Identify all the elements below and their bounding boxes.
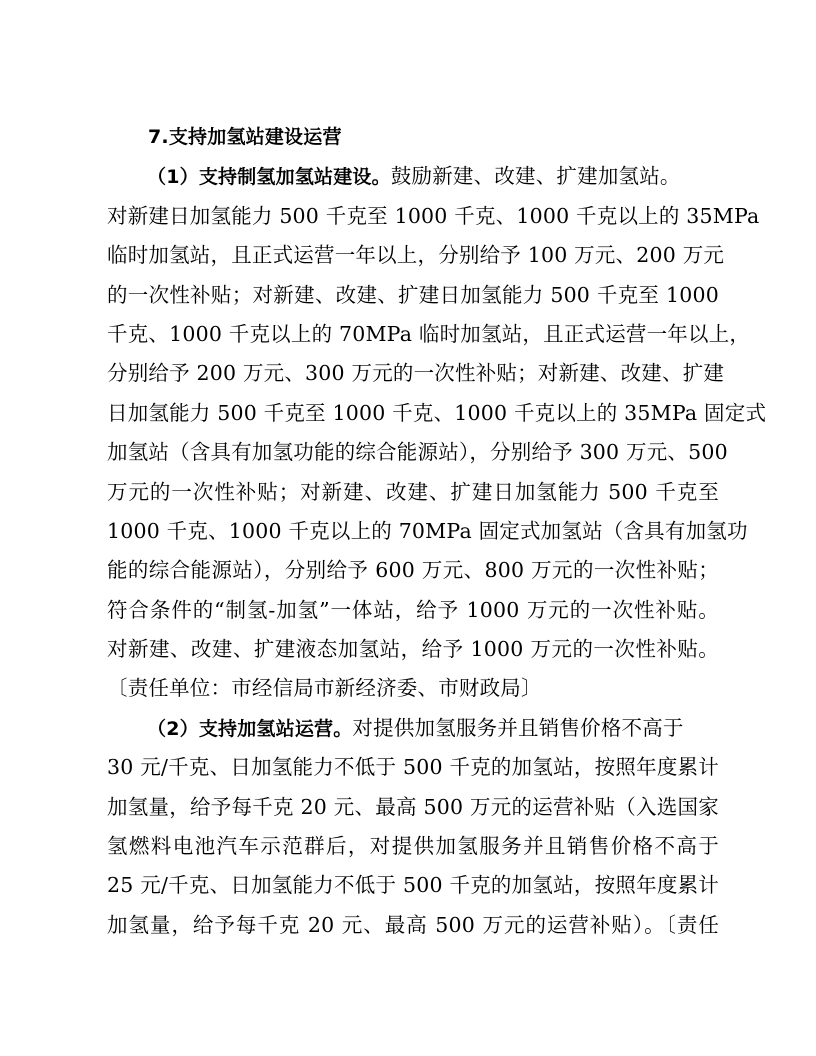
section-title: 7.支持加氢站建设运营: [148, 126, 342, 148]
paragraph-1-line-11: 符合条件的“制氢-加氢”一体站，给予 1000 万元的一次性补贴。: [107, 597, 719, 622]
paragraph-1-line-2: 临时加氢站，且正式运营一年以上，分别给予 100 万元、200 万元: [107, 243, 725, 268]
paragraph-1-first-line: [107, 157, 719, 196]
paragraph-2-line-0: 对提供加氢服务并且销售价格不高于: [352, 715, 684, 740]
paragraph-2-line-5: 加氢量，给予每千克 20 元、最高 500 万元的运营补贴）。〔责任: [107, 912, 719, 937]
paragraph-1-line-13: 〔责任单位：市经信局市新经济委、市财政局〕: [107, 676, 542, 701]
paragraph-1-heading: （1）支持制氢加氢站建设。: [147, 166, 391, 189]
paragraph-2-line-4: 25 元/千克、日加氢能力不低于 500 千克的加氢站，按照年度累计: [107, 873, 719, 898]
paragraph-1-line-8: 万元的一次性补贴；对新建、改建、扩建日加氢能力 500 千克至: [107, 479, 719, 504]
paragraph-1-line-12: 对新建、改建、扩建液态加氢站，给予 1000 万元的一次性补贴。: [107, 637, 719, 662]
paragraph-2-first-line: [107, 709, 719, 748]
paragraph-2-heading: （2）支持加氢站运营。: [147, 717, 353, 740]
paragraph-1-line-10: 能的综合能源站），分别给予 600 万元、800 万元的一次性补贴；: [107, 558, 719, 583]
paragraph-1-line-0: 鼓励新建、改建、扩建加氢站。: [390, 164, 681, 189]
paragraph-2-line-2: 加氢量，给予每千克 20 元、最高 500 万元的运营补贴（入选国家: [107, 794, 719, 819]
paragraph-1-line-1: 对新建日加氢能力 500 千克至 1000 千克、1000 千克以上的 35MPa: [107, 203, 760, 228]
paragraph-1-line-9: 1000 千克、1000 千克以上的 70MPa 固定式加氢站（含具有加氢功: [107, 518, 748, 543]
paragraph-1-line-5: 分别给予 200 万元、300 万元的一次性补贴；对新建、改建、扩建: [107, 361, 725, 386]
paragraph-1-line-7: 加氢站（含具有加氢功能的综合能源站），分别给予 300 万元、500: [107, 440, 728, 465]
paragraph-2-line-3: 氢燃料电池汽车示范群后，对提供加氢服务并且销售价格不高于: [107, 834, 719, 859]
paragraph-1-line-4: 千克、1000 千克以上的 70MPa 临时加氢站，且正式运营一年以上，: [107, 321, 751, 346]
paragraph-1-line-6: 日加氢能力 500 千克至 1000 千克、1000 千克以上的 35MPa 固定式: [107, 400, 767, 425]
paragraph-2-line-1: 30 元/千克、日加氢能力不低于 500 千克的加氢站，按照年度累计: [107, 755, 719, 780]
paragraph-1-line-3: 的一次性补贴；对新建、改建、扩建日加氢能力 500 千克至 1000: [107, 282, 719, 307]
document-body: [107, 118, 767, 945]
